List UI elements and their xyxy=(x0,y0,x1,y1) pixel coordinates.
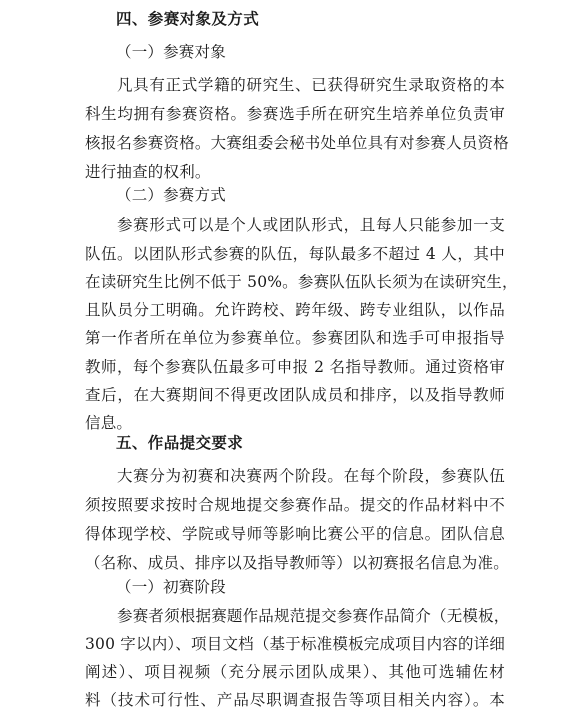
paragraph-line: 得体现学校、学院或导师等影响比赛公平的信息。团队信息 xyxy=(85,525,505,543)
section-heading-5: 五、作品提交要求 xyxy=(116,434,244,452)
paragraph-line: 队伍。以团队形式参赛的队伍，每队最多不超过 4 人，其中 xyxy=(85,245,505,263)
paragraph-line: 料（技术可行性、产品尽职调查报告等项目相关内容）。本 xyxy=(85,691,505,709)
subsection-title-preliminary: （一）初赛阶段 xyxy=(116,578,226,596)
paragraph-line: 科生均拥有参赛资格。参赛选手所在研究生培养单位负责审 xyxy=(85,105,505,123)
paragraph-line: 核报名参赛资格。大赛组委会秘书处单位具有对参赛人员资格 xyxy=(85,134,509,152)
subsection-title-eligibility: （一）参赛对象 xyxy=(116,43,226,61)
paragraph-line: 且队员分工明确。允许跨校、跨年级、跨专业组队，以作品 xyxy=(85,301,505,319)
paragraph-line: 大赛分为初赛和决赛两个阶段。在每个阶段，参赛队伍 xyxy=(117,467,505,485)
paragraph-line: 须按照要求按时合规地提交参赛作品。提交的作品材料中不 xyxy=(85,496,505,514)
paragraph-line: 300 字以内）、项目文档（基于标准模板完成项目内容的详细 xyxy=(85,635,506,653)
paragraph-line: 进行抽查的权利。 xyxy=(85,163,211,181)
paragraph-line: 凡具有正式学籍的研究生、已获得研究生录取资格的本 xyxy=(117,76,505,94)
paragraph-line: 参赛形式可以是个人或团队形式，且每人只能参加一支 xyxy=(117,216,505,234)
paragraph-line: 教师，每个参赛队伍最多可申报 2 名指导教师。通过资格审 xyxy=(85,358,505,376)
paragraph-line: 在读研究生比例不低于 50%。参赛队伍队长须为在读研究生， xyxy=(85,273,518,291)
paragraph-line: （名称、成员、排序以及指导教师等）以初赛报名信息为准。 xyxy=(85,554,509,572)
subsection-title-participation: （二）参赛方式 xyxy=(116,186,226,204)
paragraph-line: 阐述）、项目视频（充分展示团队成果）、其他可选辅佐材 xyxy=(85,663,505,681)
section-heading-4: 四、参赛对象及方式 xyxy=(116,10,260,28)
paragraph-line: 查后，在大赛期间不得更改团队成员和排序，以及指导教师 xyxy=(85,386,505,404)
paragraph-line: 信息。 xyxy=(85,414,133,432)
paragraph-line: 第一作者所在单位为参赛单位。参赛团队和选手可申报指导 xyxy=(85,329,505,347)
paragraph-line: 参赛者须根据赛题作品规范提交参赛作品简介（无模板， xyxy=(117,607,510,625)
